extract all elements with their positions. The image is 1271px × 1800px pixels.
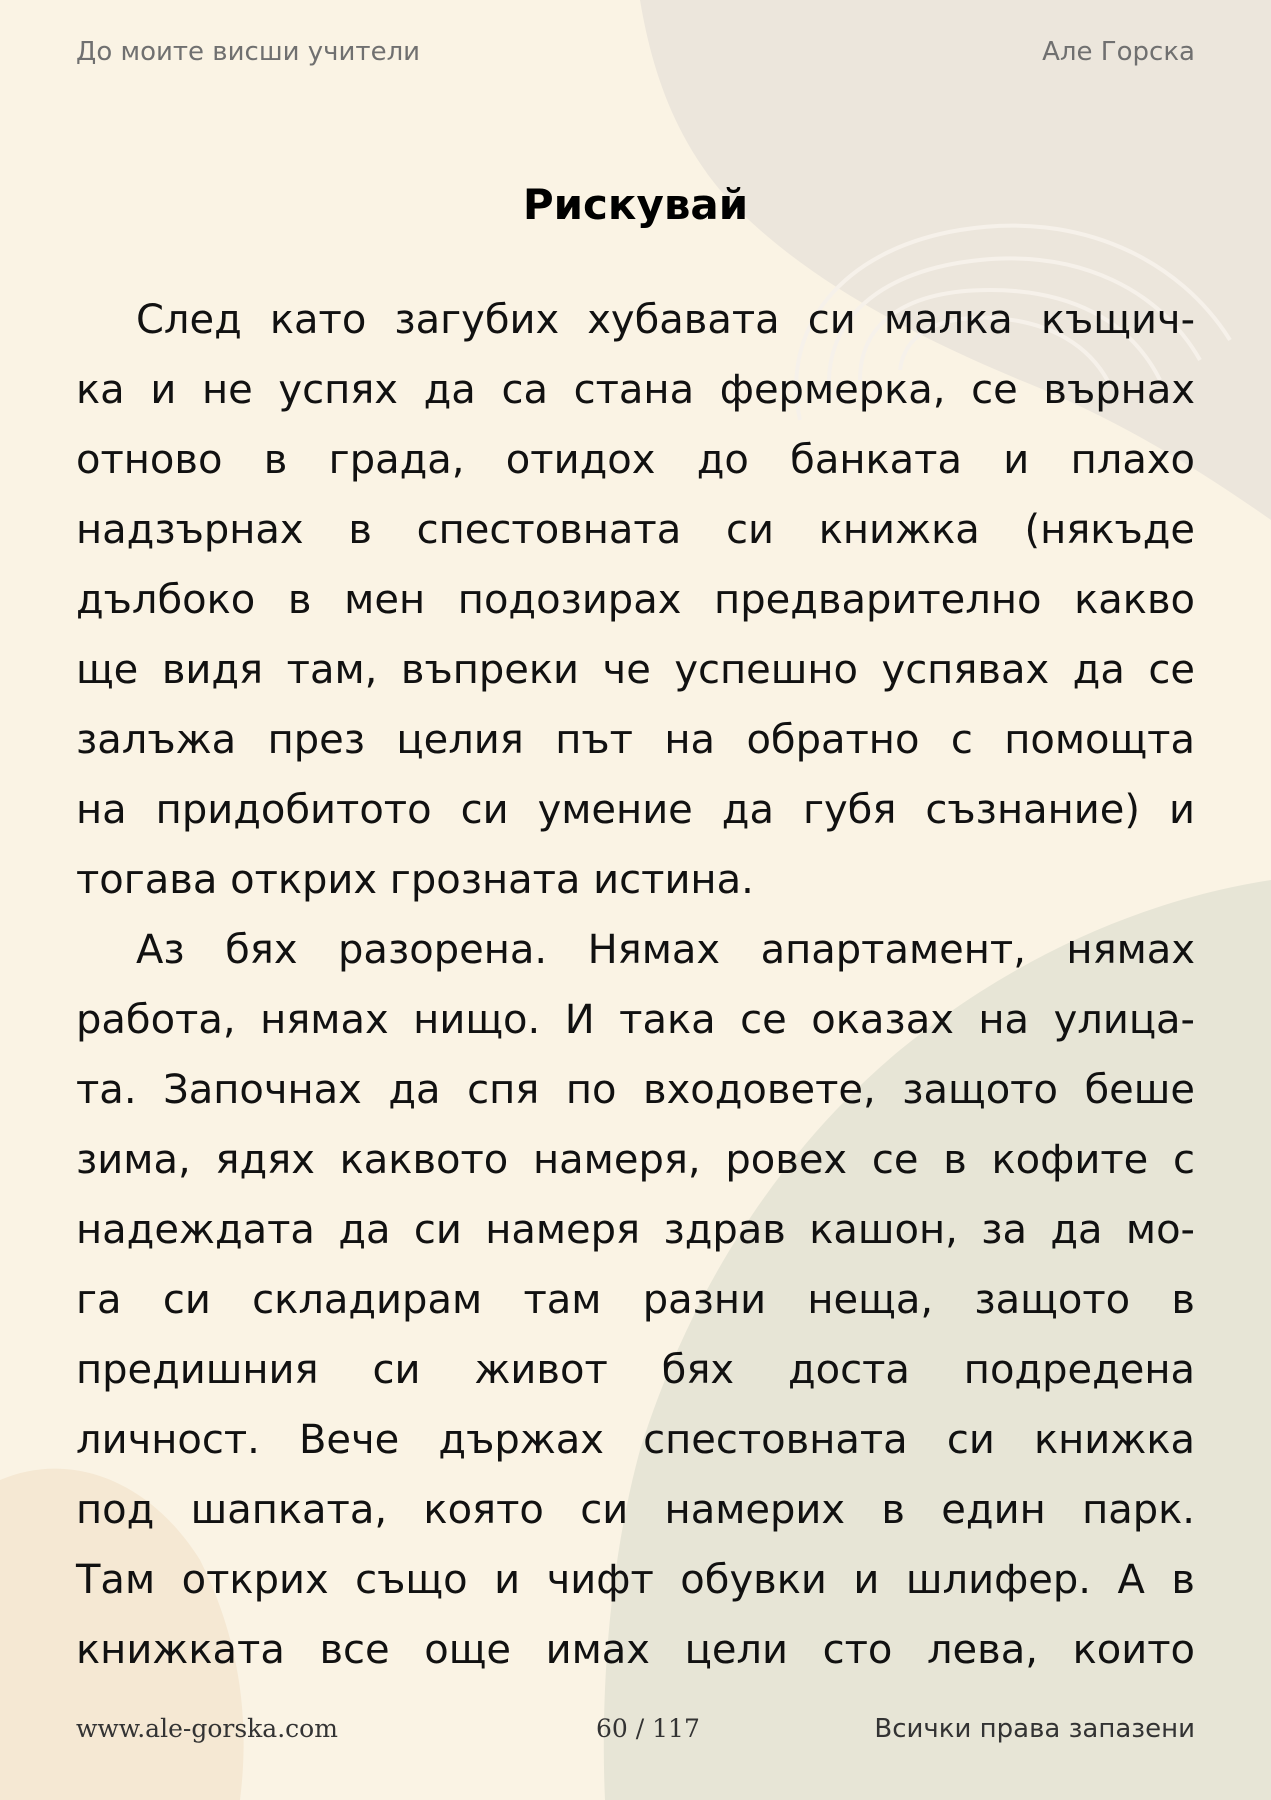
text-line: книжката все още имах цели сто лева, които [76,1627,1195,1673]
chapter-title: Рискувай [522,180,749,229]
author-name: Але Горска [1042,37,1195,67]
text-line: надзърнах в спестовната си книжка (някъде [76,507,1195,553]
page-number: 60 / 117 [596,1714,700,1743]
text-line: дълбоко в мен подозирах предварително какво [76,577,1195,623]
text-line: надеждата да си намеря здрав кашон, за да мо- [76,1207,1195,1253]
text-line: Там открих също и чифт обувки и шлифер. А в [76,1557,1195,1603]
page-footer [76,1714,1195,1750]
text-line: ще видя там, въпреки че успешно успявах да се [76,647,1195,693]
book-title: До моите висши учители [76,37,421,67]
text-line: залъжа през целия път на обратно с помощта [76,717,1195,763]
body-text [76,285,1195,1685]
text-line: работа, нямах нищо. И така се оказах на улица- [76,997,1195,1043]
text-line: зима, ядях каквото намеря, ровех се в кофите с [76,1137,1195,1183]
text-line: отново в града, отидох до банката и плахо [76,437,1195,483]
text-line: на придобитото си умение да губя съзнание) и [76,787,1195,833]
text-line: личност. Вече държах спестовната си книжка [76,1417,1195,1463]
copyright-notice: Всички права запазени [874,1714,1195,1744]
text-line: тогава открих грозната истина. [76,857,754,903]
text-line: та. Започнах да спя по входовете, защото беше [76,1067,1195,1113]
text-line: След като загубих хубавата си малка къщич- [136,297,1195,343]
text-line: ка и не успях да са стана фермерка, се върнах [76,367,1195,413]
text-line: га си складирам там разни неща, защото в [76,1277,1195,1323]
running-header [76,36,1195,68]
text-line: Аз бях разорена. Нямах апартамент, нямах [136,927,1195,973]
website-link[interactable]: www.ale-gorska.com [76,1714,338,1743]
text-line: предишния си живот бях доста подредена [76,1347,1195,1393]
text-line: под шапката, която си намерих в един парк. [76,1487,1195,1533]
